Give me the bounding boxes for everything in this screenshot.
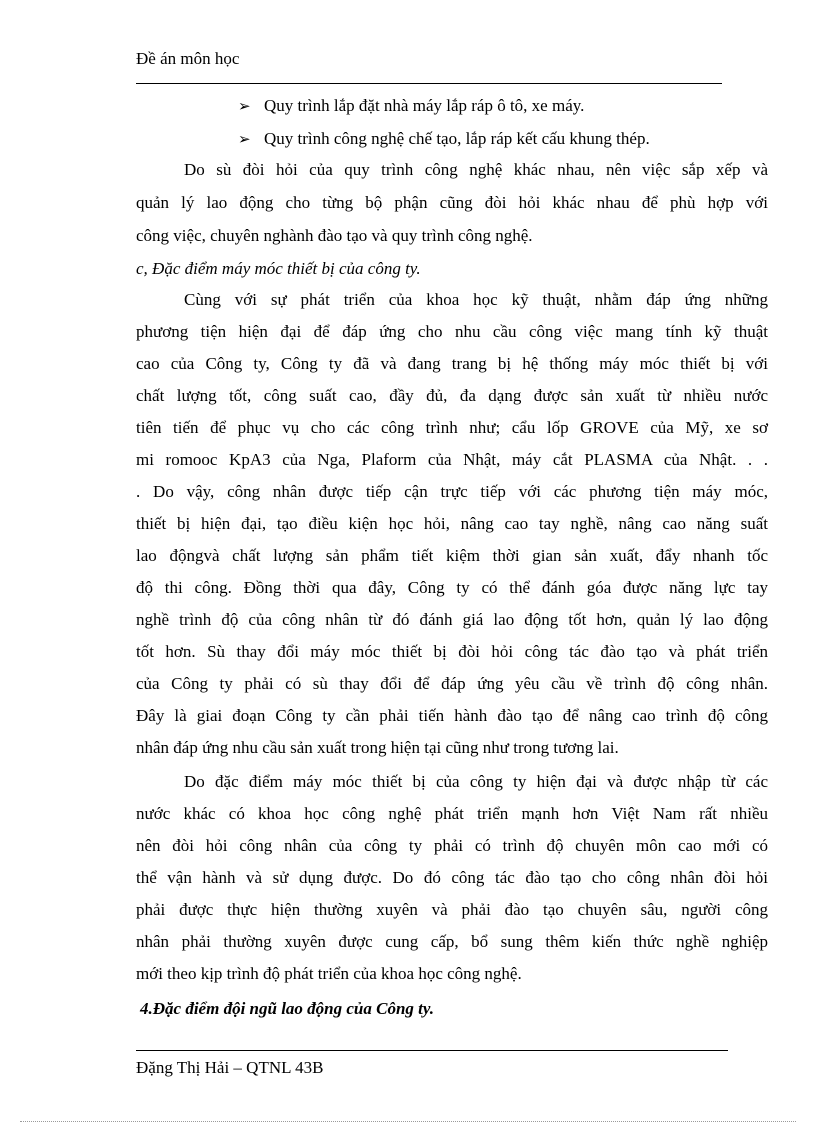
header-rule [136, 83, 722, 84]
paragraph-line: Đây là giai đoạn Công ty cần phải tiến hành đào tạo để nâng cao trình độ công [136, 706, 768, 725]
paragraph-line: cao của Công ty, Công ty đã và đang trang bị hệ thống máy móc thiết bị với [136, 354, 768, 373]
arrow-bullet-icon: ➢ [238, 99, 251, 115]
bullet-item [238, 95, 584, 118]
paragraph-line: nước khác có khoa học công nghệ phát triển mạnh hơn Việt Nam rất nhiều [136, 804, 768, 823]
paragraph-line: thiết bị hiện đại, tạo điều kiện học hỏi, nâng cao tay nghề, nâng cao năng suất [136, 514, 768, 533]
paragraph-line: Cùng với sự phát triển của khoa học kỹ thuật, nhằm đáp ứng những [184, 290, 768, 309]
paragraph-line: nhân đáp ứng nhu cầu sản xuất trong hiện tại cũng như trong tương lai. [136, 738, 619, 757]
paragraph-line: phải được thực hiện thường xuyên và phải đào tạo chuyên sâu, người công [136, 900, 768, 919]
paragraph-line: nên đòi hỏi công nhân của công ty phải có trình độ chuyên môn cao mới có [136, 836, 768, 855]
footer-author: Đặng Thị Hải – QTNL 43B [136, 1058, 324, 1077]
paragraph-line: công việc, chuyên nghành đào tạo và quy trình công nghệ. [136, 226, 533, 245]
paragraph-line: nhân phải thường xuyên được cung cấp, bổ sung thêm kiến thức nghề nghiệp [136, 932, 768, 951]
paragraph-line: phương tiện hiện đại để đáp ứng cho nhu cầu công việc mang tính kỹ thuật [136, 322, 768, 341]
paragraph-line: nghề trình độ của công nhân từ đó đánh giá lao động tốt hơn, quản lý lao động [136, 610, 768, 629]
paragraph-line: mi romooc KpA3 của Nga, Plaform của Nhật, máy cắt PLASMA của Nhật. . . [136, 450, 768, 469]
paragraph-line: lao độngvà chất lượng sản phẩm tiết kiệm thời gian sản xuất, đẩy nhanh tốc [136, 546, 768, 565]
bullet-item [238, 128, 650, 151]
header-title: Đề án môn học [136, 49, 240, 68]
paragraph-line: tốt hơn. Sù thay đổi máy móc thiết bị đòi hỏi công tác đào tạo và phát triển [136, 642, 768, 661]
paragraph-line: của Công ty phải có sù thay đổi để đáp ứng yêu cầu về trình độ công nhân. [136, 674, 768, 693]
paragraph-line: Do sù đòi hỏi của quy trình công nghệ khác nhau, nên việc sắp xếp và [184, 160, 768, 179]
paragraph-line: tiên tiến để phục vụ cho các công trình như; cẩu lốp GROVE của Mỹ, xe sơ [136, 418, 768, 437]
page-edge-dotted-line [20, 1121, 796, 1122]
paragraph-line: . Do vậy, công nhân được tiếp cận trực tiếp với các phương tiện máy móc, [136, 482, 768, 501]
paragraph-line: quản lý lao động cho từng bộ phận cũng đòi hỏi khác nhau để phù hợp với [136, 193, 768, 212]
bullet-text: Quy trình công nghệ chế tạo, lắp ráp kết cấu khung thép. [264, 129, 650, 148]
arrow-bullet-icon: ➢ [238, 132, 251, 148]
section-heading: 4.Đặc điểm đội ngũ lao động của Công ty. [140, 999, 435, 1018]
paragraph-line: độ thi công. Đồng thời qua đây, Công ty có thể đánh góa được năng lực tay [136, 578, 768, 597]
paragraph-line: mới theo kịp trình độ phát triển của khoa học công nghệ. [136, 964, 522, 983]
paragraph-line: chất lượng tốt, công suất cao, đầy đủ, đa dạng được sản xuất từ nhiều nước [136, 386, 768, 405]
paragraph-line: Do đặc điểm máy móc thiết bị của công ty hiện đại và được nhập từ các [184, 772, 768, 791]
subheading: c, Đặc điểm máy móc thiết bị của công ty. [136, 259, 421, 278]
footer-rule [136, 1050, 728, 1051]
paragraph-line: thể vận hành và sử dụng được. Do đó công tác đào tạo cho công nhân đòi hỏi [136, 868, 768, 887]
bullet-text: Quy trình lắp đặt nhà máy lắp ráp ô tô, xe máy. [264, 96, 585, 115]
